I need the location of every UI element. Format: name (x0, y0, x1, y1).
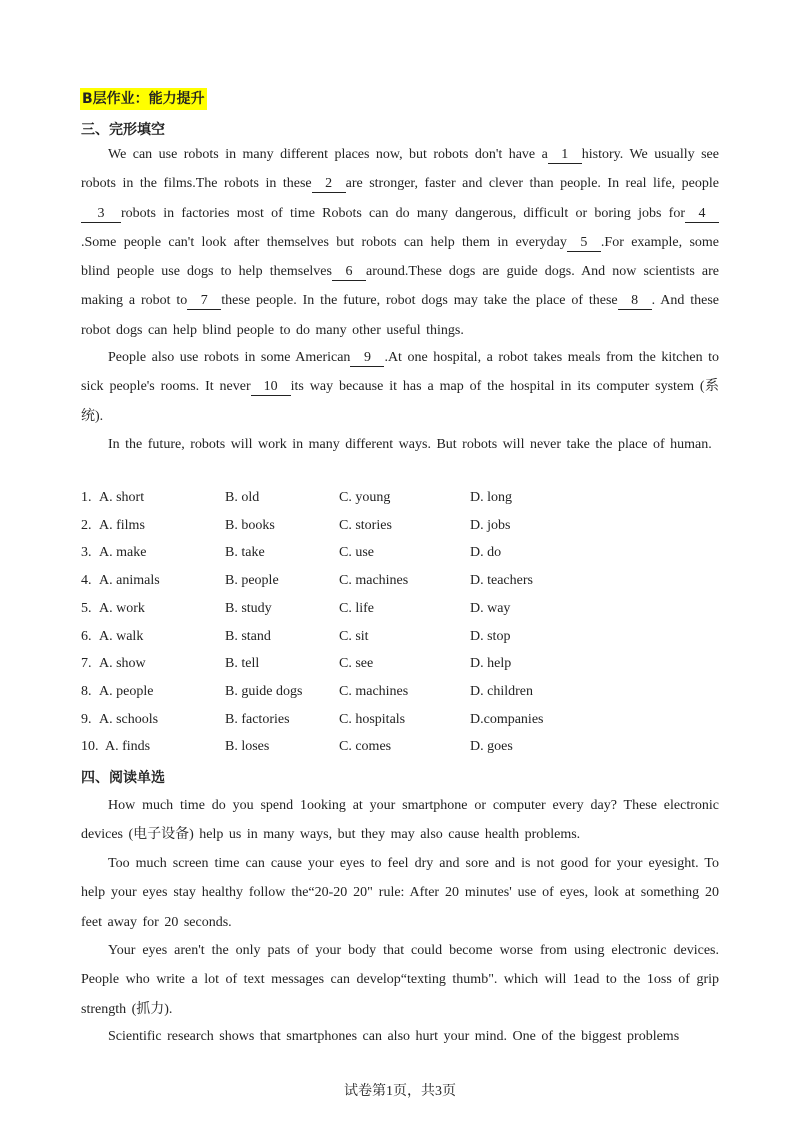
question-number: 10. (81, 739, 99, 755)
option-d: D. goes (470, 739, 513, 755)
option-d: D. do (470, 545, 502, 561)
option-a: A. schools (99, 711, 159, 727)
option-c: C. comes (339, 739, 392, 755)
option-b: B. books (225, 517, 275, 533)
question-number: 2. (81, 517, 92, 533)
option-b: B. stand (225, 628, 271, 644)
reading-text: How much time do you spend 1ooking at your smartphone or computer every day? These electronic devices (电子设备) help us in many ways, but they may also cause health problems. (81, 798, 719, 843)
cloze-text: .For example, some blind people use dogs to help themselves (81, 234, 719, 280)
blank-8: 8 (618, 293, 652, 310)
option-b: B. study (225, 600, 272, 616)
cloze-text: around.These dogs are guide dogs. And now scientists are making a robot to (81, 264, 719, 309)
option-a: A. walk (99, 628, 144, 644)
option-b: B. loses (225, 739, 270, 755)
cloze-heading: 三、完形填空 (81, 122, 165, 138)
cloze-paragraph-3 (81, 430, 719, 459)
question-number: 7. (81, 656, 92, 672)
reading-paragraph-2 (81, 849, 719, 937)
option-d: D. way (470, 600, 511, 616)
cloze-text: robots in factories most of time Robots can do many dangerous, difficult or boring jobs for (121, 205, 685, 221)
option-d: D. long (470, 490, 512, 505)
option-c: C. hospitals (339, 711, 406, 727)
blank-6: 6 (332, 264, 366, 281)
option-d: D.companies (470, 711, 544, 727)
reading-heading: 四、阅读单选 (81, 770, 165, 786)
option-row (81, 656, 721, 678)
option-a: A. work (99, 600, 145, 616)
question-number: 1. (81, 490, 92, 505)
option-row (81, 490, 721, 512)
option-row (81, 739, 721, 761)
option-a: A. animals (99, 573, 160, 589)
option-c: C. young (339, 490, 391, 505)
option-row (81, 545, 721, 567)
reading-text: Too much screen time can cause your eyes to feel dry and sore and is not good for your eyesight. To help your eyes stay healthy follow the“20-20 20" rule: After 20 minutes' use of eyes, look at something 20 feet away for 20 seconds. (81, 856, 719, 930)
reading-paragraph-4 (81, 1022, 719, 1051)
reading-paragraph-1 (81, 791, 719, 850)
option-b: B. factories (225, 711, 290, 727)
blank-4: 4 (685, 206, 719, 223)
option-d: D. teachers (470, 573, 533, 589)
option-b: B. guide dogs (225, 683, 303, 699)
option-b: B. take (225, 545, 265, 561)
option-a: A. show (99, 656, 146, 672)
option-a: A. make (99, 545, 147, 561)
page-footer: 试卷第1页，共3页 (344, 1084, 456, 1099)
option-c: C. sit (339, 628, 369, 644)
reading-paragraph-3 (81, 936, 719, 1024)
cloze-text: .At one hospital, a robot takes meals from the kitchen to sick people's rooms. It never (81, 350, 719, 395)
question-number: 9. (81, 711, 92, 727)
cloze-text: .Some people can't look after themselves but robots can help them in everyday (81, 234, 567, 250)
option-b: B. old (225, 490, 260, 505)
option-b: B. people (225, 573, 279, 589)
blank-5: 5 (567, 235, 601, 252)
cloze-text: these people. In the future, robot dogs may take the place of these (221, 293, 618, 309)
option-c: C. stories (339, 517, 392, 533)
cloze-text: We can use robots in many different places now, but robots don't have a (108, 147, 548, 162)
option-row (81, 518, 721, 540)
option-d: D. jobs (470, 517, 511, 533)
option-a: A. finds (105, 739, 151, 755)
question-number: 8. (81, 683, 92, 699)
option-d: D. children (470, 683, 533, 699)
option-b: B. tell (225, 656, 260, 672)
question-number: 3. (81, 545, 92, 561)
option-c: C. life (339, 600, 374, 616)
cloze-text: People also use robots in some American (108, 350, 351, 365)
option-c: C. machines (339, 573, 409, 589)
cloze-text: its way because it has a map of the hospital in its computer system (系统). (81, 379, 720, 424)
cloze-text: In the future, robots will work in many different ways. But robots will never take the place of human. (108, 437, 712, 452)
blank-7: 7 (187, 293, 221, 310)
blank-3: 3 (81, 206, 121, 223)
reading-text: Your eyes aren't the only pats of your body that could become worse from using electronic devices. People who write a lot of text messages can develop“texting thumb". which will 1ead to the 1oss of grip strength (抓力). (81, 943, 719, 1017)
option-row (81, 629, 721, 651)
question-number: 6. (81, 628, 92, 644)
question-number: 4. (81, 573, 92, 589)
section-b-title: B层作业：能力提升 (80, 88, 207, 110)
option-a: A. people (99, 683, 154, 699)
blank-9: 9 (350, 350, 384, 367)
blank-2: 2 (312, 176, 346, 193)
option-d: D. help (470, 656, 512, 672)
option-row (81, 712, 721, 734)
option-row (81, 601, 721, 623)
cloze-paragraph-1 (81, 140, 719, 345)
question-number: 5. (81, 600, 92, 616)
option-a: A. films (99, 517, 145, 533)
blank-10: 10 (251, 379, 291, 396)
option-d: D. stop (470, 628, 511, 644)
option-c: C. machines (339, 683, 409, 699)
option-a: A. short (99, 490, 145, 505)
option-c: C. use (339, 545, 374, 561)
cloze-text: are stronger, faster and clever than people. In real life, people (345, 176, 719, 192)
option-row (81, 573, 721, 595)
blank-1: 1 (548, 147, 582, 164)
reading-text: Scientific research shows that smartphones can also hurt your mind. One of the biggest problems (108, 1029, 680, 1044)
option-row (81, 684, 721, 706)
cloze-text: . And these robot dogs can help blind people to do many other useful things. (81, 293, 719, 338)
cloze-text: history. We usually see robots in the films.The robots in these (81, 147, 719, 192)
cloze-paragraph-2 (81, 343, 719, 431)
option-c: C. see (339, 656, 374, 672)
